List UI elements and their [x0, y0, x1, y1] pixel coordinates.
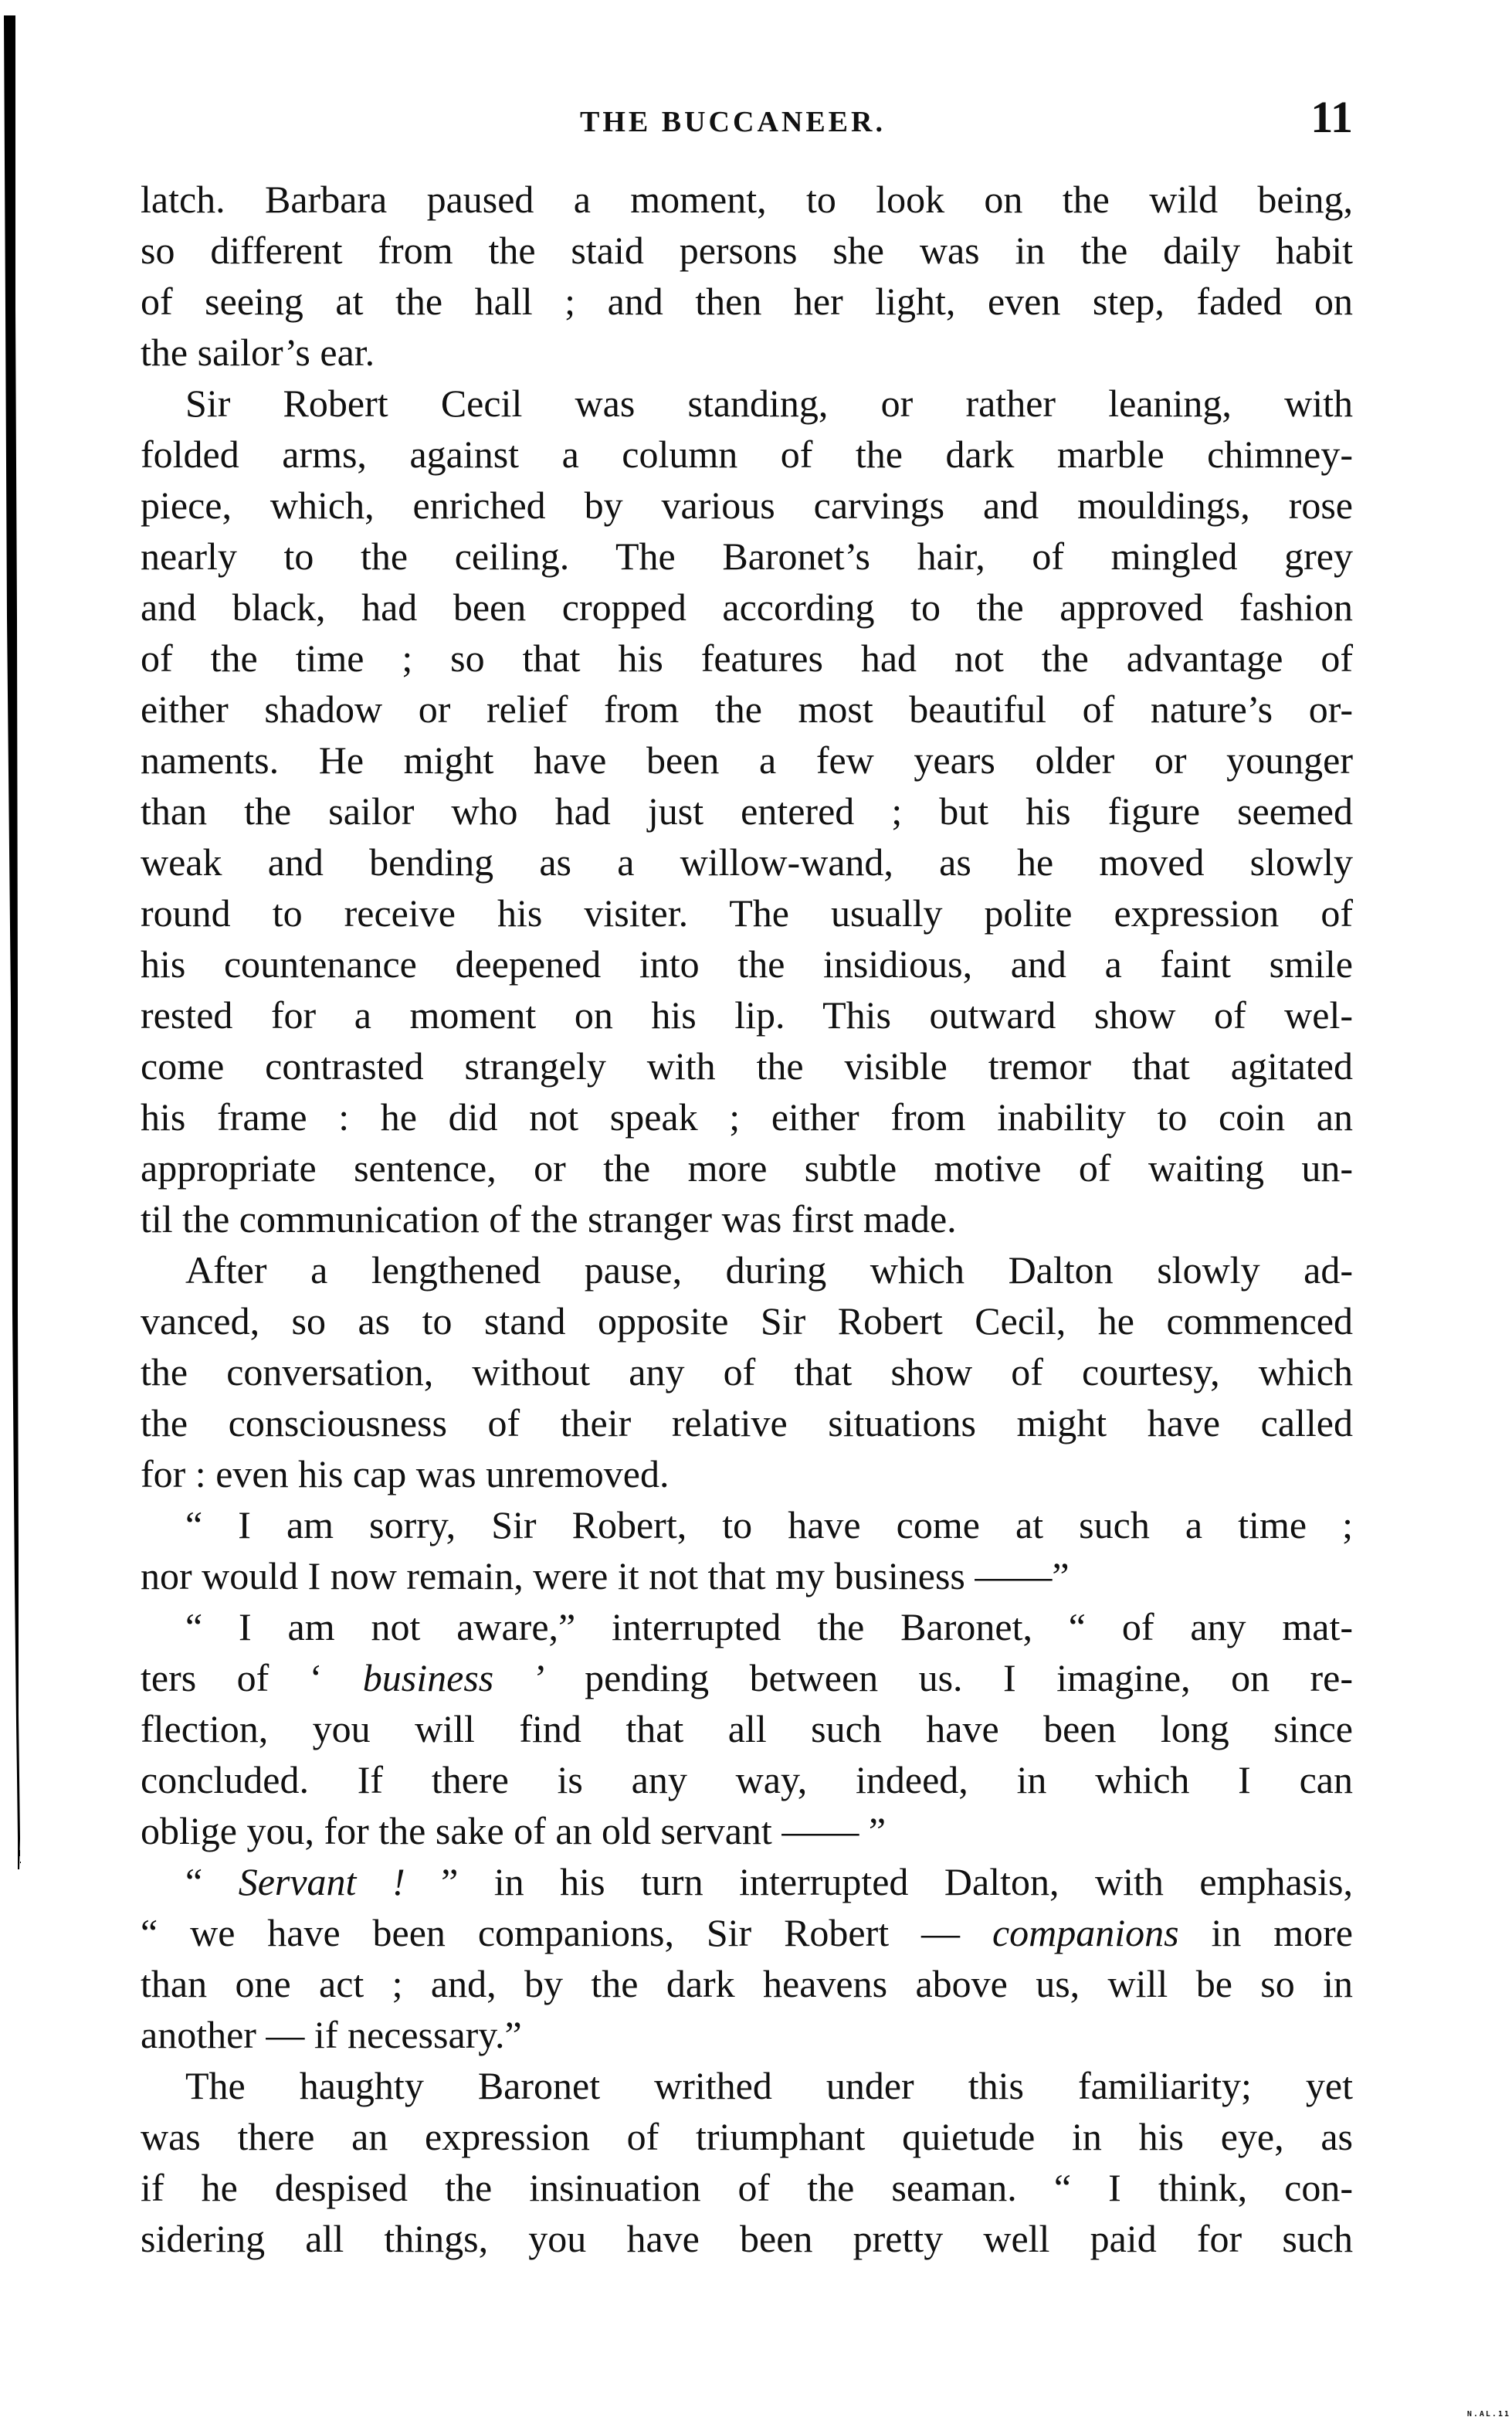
paragraph — [141, 1601, 1353, 1856]
text-line: rested for a moment on his lip. This outward show of wel- — [141, 993, 1353, 1037]
text-line: flection, you will find that all such have been long since — [141, 1707, 1353, 1750]
text-line: “ Servant ! ” in his turn interrupted Dalton, with emphasis, — [185, 1860, 1353, 1903]
text-line: either shadow or relief from the most beautiful of nature’s or- — [141, 687, 1353, 731]
text-line: round to receive his visiter. The usually polite expression of — [141, 891, 1353, 935]
text-line: come contrasted strangely with the visible tremor that agitated — [141, 1044, 1353, 1088]
page-number: 11 — [1310, 92, 1353, 142]
text-line: of the time ; so that his features had not the advantage of — [141, 637, 1353, 680]
text-line: sidering all things, you have been pretty well paid for such — [141, 2217, 1353, 2260]
text-line: so different from the staid persons she was in the daily habit — [141, 229, 1353, 272]
text-line: than one act ; and, by the dark heavens above us, will be so in — [141, 1962, 1353, 2005]
text-line: “ I am sorry, Sir Robert, to have come at such a time ; — [185, 1503, 1353, 1546]
text-line: “ I am not aware,” interrupted the Baronet, “ of any mat- — [185, 1605, 1353, 1648]
text-line: After a lengthened pause, during which Dalton slowly ad- — [185, 1248, 1353, 1292]
text-line: the conversation, without any of that show of courtesy, which — [141, 1350, 1353, 1394]
text-line: latch. Barbara paused a moment, to look on the wild being, — [141, 178, 1353, 221]
paragraph — [141, 378, 1353, 1244]
italic-emphasis: Servant ! — [238, 1860, 405, 1903]
running-title: THE BUCCANEER. — [580, 106, 886, 138]
binding-shadow-bar — [4, 15, 20, 1869]
paragraph — [141, 1499, 1353, 1601]
binding-speck — [20, 1862, 21, 1863]
text-line: concluded. If there is any way, indeed, in which I can — [141, 1758, 1353, 1801]
text-line: and black, had been cropped according to the approved fashion — [141, 586, 1353, 629]
running-header — [141, 91, 1353, 145]
text-line: another — if necessary.” — [141, 2013, 522, 2056]
scan-edge-binding-shadow — [0, 0, 31, 1885]
binding-shadow-shape — [0, 0, 31, 1885]
scanner-mark: N.AL.11 — [1466, 2410, 1510, 2419]
text-line: piece, which, enriched by various carvings and mouldings, rose — [141, 484, 1353, 527]
paragraph — [141, 174, 1353, 378]
text-line: “ we have been companions, Sir Robert — companions in more — [141, 1911, 1353, 1954]
text-line: the sailor’s ear. — [141, 331, 375, 374]
text-line: til the communication of the stranger was first made. — [141, 1197, 957, 1241]
text-line: oblige you, for the sake of an old servant —— ” — [141, 1809, 887, 1852]
text-line: than the sailor who had just entered ; but his figure seemed — [141, 789, 1353, 833]
text-line: his countenance deepened into the insidious, and a faint smile — [141, 942, 1353, 986]
text-line: of seeing at the hall ; and then her light, even step, faded on — [141, 280, 1353, 323]
text-line: nor would I now remain, were it not that my business ——” — [141, 1554, 1070, 1597]
text-line: if he despised the insinuation of the seaman. “ I think, con- — [141, 2166, 1353, 2209]
text-line: ters of ‘ business ’ pending between us. I imagine, on re- — [141, 1656, 1353, 1699]
text-line: nearly to the ceiling. The Baronet’s hair, of mingled grey — [141, 535, 1353, 578]
text-line: Sir Robert Cecil was standing, or rather leaning, with — [185, 382, 1353, 425]
text-line: the consciousness of their relative situations might have called — [141, 1401, 1353, 1444]
paragraph — [141, 1244, 1353, 1499]
text-line: appropriate sentence, or the more subtle motive of waiting un- — [141, 1146, 1353, 1190]
text-line: weak and bending as a willow-wand, as he moved slowly — [141, 840, 1353, 884]
text-line: was there an expression of triumphant quietude in his eye, as — [141, 2115, 1353, 2158]
page-body-text — [141, 174, 1353, 2264]
text-line: for : even his cap was unremoved. — [141, 1452, 670, 1495]
text-line: naments. He might have been a few years older or younger — [141, 738, 1353, 782]
text-line: folded arms, against a column of the dark marble chimney- — [141, 433, 1353, 476]
text-line: vanced, so as to stand opposite Sir Robert Cecil, he commenced — [141, 1299, 1353, 1343]
italic-emphasis: business — [362, 1656, 494, 1699]
text-line: The haughty Baronet writhed under this familiarity; yet — [185, 2064, 1353, 2107]
paragraph — [141, 2060, 1353, 2264]
paragraph — [141, 1856, 1353, 2060]
italic-emphasis: companions — [992, 1911, 1179, 1954]
text-line: his frame : he did not speak ; either from inability to coin an — [141, 1095, 1353, 1139]
binding-speck — [19, 1850, 20, 1856]
